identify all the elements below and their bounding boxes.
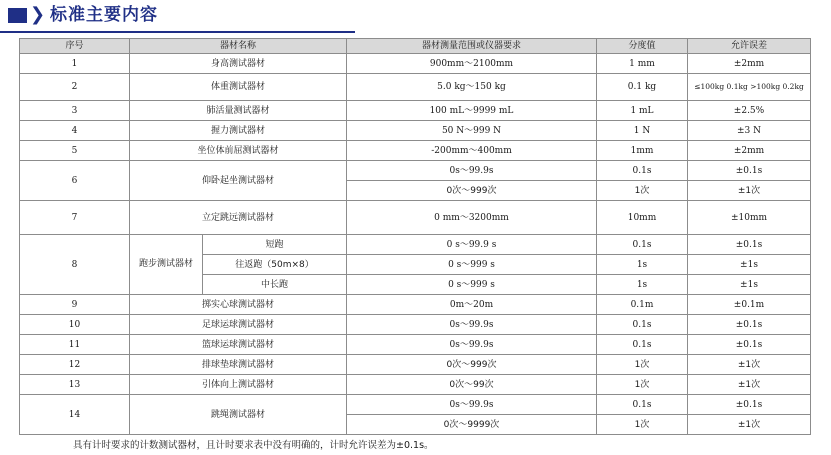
standards-table bbox=[19, 38, 811, 435]
cell-range: 50 N～999 N bbox=[347, 121, 597, 141]
cell-range: 0次～9999次 bbox=[347, 415, 597, 435]
cell-range: 0s～99.9s bbox=[347, 161, 597, 181]
cell-division: 1 mm bbox=[597, 54, 688, 74]
cell-error: ±2.5% bbox=[688, 101, 811, 121]
cell-error: ±1s bbox=[688, 255, 811, 275]
cell-division: 1mm bbox=[597, 141, 688, 161]
cell-range: 900mm～2100mm bbox=[347, 54, 597, 74]
cell-range: 0 mm～3200mm bbox=[347, 201, 597, 235]
table-footnote: 具有计时要求的计数测试器材，且计时要求表中没有明确的，计时允许误差为±0.1s。 bbox=[73, 440, 434, 451]
cell-error: ±0.1s bbox=[688, 235, 811, 255]
cell-no: 5 bbox=[20, 141, 130, 161]
table-row bbox=[20, 315, 811, 335]
cell-name: 跑步测试器材 bbox=[130, 235, 203, 295]
cell-range: -200mm～400mm bbox=[347, 141, 597, 161]
cell-division: 1s bbox=[597, 275, 688, 295]
cell-no: 1 bbox=[20, 54, 130, 74]
col-header-error: 允许误差 bbox=[688, 39, 811, 54]
cell-range: 0 s～999 s bbox=[347, 255, 597, 275]
cell-division: 0.1m bbox=[597, 295, 688, 315]
cell-sub-label: 短跑 bbox=[203, 235, 347, 255]
table-row bbox=[20, 375, 811, 395]
cell-error: ±2mm bbox=[688, 141, 811, 161]
cell-division: 1次 bbox=[597, 355, 688, 375]
cell-no: 10 bbox=[20, 315, 130, 335]
cell-no: 8 bbox=[20, 235, 130, 295]
table-header-row bbox=[20, 39, 811, 54]
cell-name: 握力测试器材 bbox=[130, 121, 347, 141]
cell-division: 10mm bbox=[597, 201, 688, 235]
header-bar-icon bbox=[8, 8, 27, 23]
cell-name: 体重测试器材 bbox=[130, 74, 347, 101]
col-header-no: 序号 bbox=[20, 39, 130, 54]
table-row bbox=[20, 335, 811, 355]
table-row bbox=[20, 161, 811, 181]
cell-range: 0次～99次 bbox=[347, 375, 597, 395]
cell-division: 0.1 kg bbox=[597, 74, 688, 101]
cell-name: 引体向上测试器材 bbox=[130, 375, 347, 395]
cell-range: 0 s～999 s bbox=[347, 275, 597, 295]
cell-no: 3 bbox=[20, 101, 130, 121]
cell-no: 6 bbox=[20, 161, 130, 201]
cell-range: 0s～99.9s bbox=[347, 395, 597, 415]
cell-range: 0s～99.9s bbox=[347, 315, 597, 335]
table-row bbox=[20, 235, 811, 255]
cell-range: 0次～999次 bbox=[347, 181, 597, 201]
cell-sub-label: 中长跑 bbox=[203, 275, 347, 295]
cell-no: 11 bbox=[20, 335, 130, 355]
cell-division: 1s bbox=[597, 255, 688, 275]
cell-division: 0.1s bbox=[597, 235, 688, 255]
cell-error: ±0.1m bbox=[688, 295, 811, 315]
cell-division: 1 N bbox=[597, 121, 688, 141]
cell-no: 2 bbox=[20, 74, 130, 101]
cell-name: 跳绳测试器材 bbox=[130, 395, 347, 435]
cell-no: 12 bbox=[20, 355, 130, 375]
cell-error: ±1次 bbox=[688, 181, 811, 201]
table-row bbox=[20, 355, 811, 375]
cell-error: ±1次 bbox=[688, 355, 811, 375]
cell-range: 100 mL～9999 mL bbox=[347, 101, 597, 121]
cell-error: ±1次 bbox=[688, 415, 811, 435]
cell-name: 立定跳远测试器材 bbox=[130, 201, 347, 235]
cell-name: 身高测试器材 bbox=[130, 54, 347, 74]
cell-error: ±2mm bbox=[688, 54, 811, 74]
cell-division: 1次 bbox=[597, 181, 688, 201]
col-header-range: 器材测量范围或仪器要求 bbox=[347, 39, 597, 54]
cell-error: ±0.1s bbox=[688, 315, 811, 335]
cell-error: ±0.1s bbox=[688, 161, 811, 181]
cell-no: 9 bbox=[20, 295, 130, 315]
cell-division: 1次 bbox=[597, 375, 688, 395]
page-title: 标准主要内容 bbox=[50, 5, 158, 25]
cell-division: 1次 bbox=[597, 415, 688, 435]
cell-no: 13 bbox=[20, 375, 130, 395]
table-row bbox=[20, 201, 811, 235]
cell-name: 坐位体前屈测试器材 bbox=[130, 141, 347, 161]
cell-error: ±0.1s bbox=[688, 335, 811, 355]
section-header bbox=[0, 0, 831, 34]
table-row bbox=[20, 121, 811, 141]
cell-division: 1 mL bbox=[597, 101, 688, 121]
cell-sub-label: 往返跑（50m×8） bbox=[203, 255, 347, 275]
cell-range: 5.0 kg～150 kg bbox=[347, 74, 597, 101]
cell-error: ±1次 bbox=[688, 375, 811, 395]
cell-range: 0次～999次 bbox=[347, 355, 597, 375]
cell-division: 0.1s bbox=[597, 335, 688, 355]
cell-name: 足球运球测试器材 bbox=[130, 315, 347, 335]
header-underline bbox=[0, 31, 355, 33]
cell-error: ±3 N bbox=[688, 121, 811, 141]
cell-name: 肺活量测试器材 bbox=[130, 101, 347, 121]
cell-error: ±0.1s bbox=[688, 395, 811, 415]
cell-error: ±1s bbox=[688, 275, 811, 295]
cell-no: 14 bbox=[20, 395, 130, 435]
table-row bbox=[20, 54, 811, 74]
cell-range: 0s～99.9s bbox=[347, 335, 597, 355]
cell-division: 0.1s bbox=[597, 315, 688, 335]
table-row bbox=[20, 395, 811, 415]
col-header-division: 分度值 bbox=[597, 39, 688, 54]
cell-division: 0.1s bbox=[597, 161, 688, 181]
table-row bbox=[20, 295, 811, 315]
cell-error: ±10mm bbox=[688, 201, 811, 235]
table-row bbox=[20, 141, 811, 161]
cell-range: 0m～20m bbox=[347, 295, 597, 315]
cell-error: ≤100kg 0.1kg >100kg 0.2kg bbox=[688, 74, 811, 101]
cell-no: 7 bbox=[20, 201, 130, 235]
cell-name: 篮球运球测试器材 bbox=[130, 335, 347, 355]
chevron-right-icon: ❯ bbox=[30, 4, 46, 25]
col-header-name: 器材名称 bbox=[130, 39, 347, 54]
cell-name: 仰卧起坐测试器材 bbox=[130, 161, 347, 201]
cell-division: 0.1s bbox=[597, 395, 688, 415]
table-row bbox=[20, 74, 811, 101]
cell-no: 4 bbox=[20, 121, 130, 141]
table-row bbox=[20, 101, 811, 121]
cell-range: 0 s～99.9 s bbox=[347, 235, 597, 255]
cell-name: 掷实心球测试器材 bbox=[130, 295, 347, 315]
cell-name: 排球垫球测试器材 bbox=[130, 355, 347, 375]
